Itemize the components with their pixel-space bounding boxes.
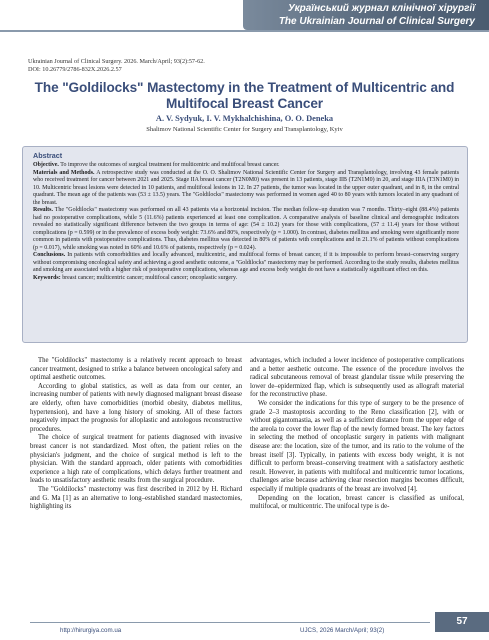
journal-title-en: The Ukrainian Journal of Clinical Surgery <box>278 16 475 27</box>
header-rule <box>0 30 489 32</box>
body-paragraph: The "Goldilocks" mastectomy was first described in 2012 by H. Richard and G. Ma [1] as an alternative to long–established standard mastectomies, highlighting its <box>30 485 242 511</box>
abstract-keywords <box>33 275 459 283</box>
authors: A. V. Sydyuk, I. V. Mykhalchishina, O. O. Deneka <box>155 114 334 123</box>
body-paragraph: The choice of surgical treatment for patients diagnosed with invasive breast cancer is not standardized. Most often, the patient relies on the physician's judgment, and the choice of surgical method is left to the physician. With the standard approach, older patients with comorbidities experience a high rate of complications, which delays further treatment and leads to unsatisfactory aesthetic results from the surgical procedure. <box>30 434 242 485</box>
objective-text: To improve the outcomes of surgical treatment for multicentric and multifocal breast cancer. <box>60 162 280 168</box>
abstract-box <box>22 146 468 343</box>
body-column-left <box>30 357 242 512</box>
abstract-objective <box>33 162 459 170</box>
body-column-right <box>250 357 464 512</box>
methods-text: A retrospective study was conducted at the O. O. Shalimov National Scientific Center for Surgery and Transplantology, involving 43 female patients who received treatment for cancer between 2021 and 2025. Stage IIA breast cancer (T2N0M0) was present in 13 patients, stage IIB (T2N1M0) in 20, and stage IIIA (T3N1M0) in 10. Multicentric breast lesions were detected in 10 patients, and multifocal lesions in 12. In 27 patients, the tumor was located in the upper outer quadrant, and in 8, in the central quadrant. The mean age of the patients was (53 ± 13.5) years. The "Goldilocks" mastectomy was performed in women aged 40 to 80 years with tumors located in any quadrant of the breast. <box>33 169 459 206</box>
body-paragraph: Depending on the location, breast cancer is classified as unifocal, multifocal, or multicentric. The unifocal type is de- <box>250 494 464 511</box>
keywords-text: breast cancer; multicentric cancer; multifocal cancer; oncoplastic surgery. <box>62 274 238 281</box>
conclusions-text: In patients with comorbidities and locally advanced, multicentric, and multifocal forms of breast cancer, if it is impossible to perform breast–conserving surgery without compromising oncological safety and achieving a good aesthetic outcome, a "Goldilocks" mastectomy may be performed. According to the study results, diabetes mellitus and smoking are associated with a higher risk of postoperative complications, whereas age and excess body weight do not have a statistically significant effect on this. <box>33 252 459 273</box>
page-number: 57 <box>435 612 489 632</box>
abstract-methods <box>33 170 459 208</box>
abstract-conclusions <box>33 252 459 275</box>
journal-title-ua: Український журнал клінічної хірургії <box>288 3 475 14</box>
footer-citation: UJCS, 2026 March/April; 93(2) <box>300 627 385 634</box>
footer-rule <box>30 622 430 623</box>
results-text: The "Goldilocks" mastectomy was performed on all 43 patients via a horizontal incision. The median follow–up duration was 7 months. Thirty–eight (88.4%) patients had no postoperative complications, while 5 (11.6%) patients experienced at least one complication. A comparative analysis of baseline clinical and demographic indicators revealed no statistically significant difference between the two groups in terms of age: (54 ± 10.2) years for those with complications, (57 ± 11.4) years for those without complications (p = 0.599) or in the prevalence of excess body weight: 73.6% and 80%, respectively (p = 1.000). In contrast, diabetes mellitus and smoking were significantly more common in patients with postoperative complications. Thus, diabetes mellitus was detected in 80% of patients with complications and in 21.1% of patients without complications (p = 0.017), while smoking was noted in 60% and 10.6% of patients, respectively (p = 0.024). <box>33 207 460 251</box>
doi-line: DOI: 10.26779/2786-832X.2026.2.57 <box>28 66 122 73</box>
abstract-results <box>33 207 459 252</box>
affiliation: Shalimov National Scientific Center for Surgery and Transplantology, Kyiv <box>146 126 343 133</box>
results-label: Results. <box>33 207 53 213</box>
article-title: The "Goldilocks" Mastectomy in the Treatment of Multicentric and Multifocal Breast Cancer <box>34 80 455 111</box>
body-paragraph: According to global statistics, as well as data from our center, an increasing number of patients with newly diagnosed malignant breast disease are elderly, often have comorbidities (morbid obesity, diabetes mellitus, hypertension), and have a long history of smoking. All of these factors negatively impact the prognosis for alloplastic and autologous reconstructive procedures. <box>30 382 242 433</box>
body-paragraph: We consider the indications for this type of surgery to be the presence of grade 2–3 mastoptosis according to the Reno classification [2], with or without gigantomastia, as well as a sufficient distance from the upper edge of the areola to cover the lower flap of the newly formed breast. The key factors in selecting the method of oncoplastic surgery in patients with malignant disease are: the location, size of the tumor, and its ratio to the volume of the breast itself [3]. Typically, in patients with excess body weight, it is not difficult to perform breast–conserving treatment with a satisfactory aesthetic result. However, in patients with multifocal and multicentric tumor locations, challenges arise because achieving clear resection margins becomes difficult, especially if multiple quadrants of the breast are involved [4]. <box>250 399 464 493</box>
body-paragraph: advantages, which included a lower incidence of postoperative complications and a better aesthetic outcome. The essence of the procedure involves the radical subcutaneous removal of breast glandular tissue while preserving the lower de–epidermized flap, which is subsequently used as allograft material for the reconstructive phase. <box>250 357 464 399</box>
journal-header <box>0 0 489 36</box>
keywords-label: Keywords: <box>33 274 61 281</box>
journal-header-band <box>243 0 489 30</box>
objective-label: Objective. <box>33 162 59 168</box>
citation <box>28 58 205 74</box>
body-paragraph: The "Goldilocks" mastectomy is a relatively recent approach to breast cancer treatment, designed to strike a balance between oncological safety and optimal aesthetic outcomes. <box>30 357 242 382</box>
methods-label: Materials and Methods. <box>33 169 95 176</box>
citation-line: Ukrainian Journal of Clinical Surgery. 2026. March/April; 93(2):57-62. <box>28 58 205 65</box>
abstract-heading: Abstract <box>33 151 63 160</box>
conclusions-label: Conclusions. <box>33 252 66 258</box>
footer-url-link[interactable]: http://hirurgiya.com.ua <box>60 627 122 634</box>
